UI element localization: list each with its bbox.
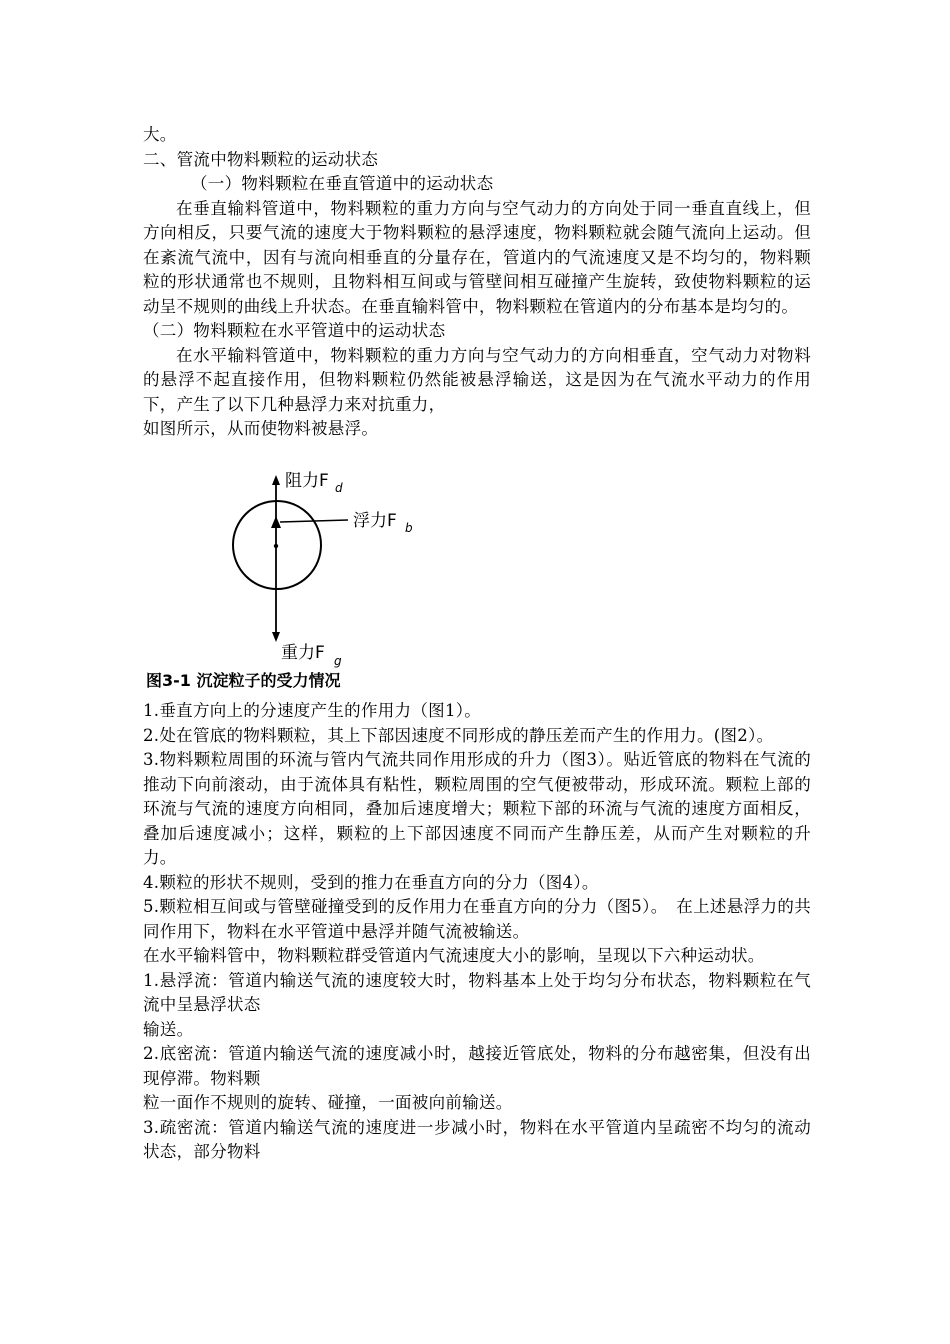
gravity-force-subscript: g xyxy=(334,654,342,668)
list-item-4: 4.颗粒的形状不规则，受到的推力在垂直方向的分力（图4）。 xyxy=(143,872,599,892)
list-item-3: 3.物料颗粒周围的环流与管内气流共同作用形成的升力（图3）。贴近管底的物料在气流的推动下向前滚动，由于流体具有粘性，颗粒周围的空气便被带动，形成环流。颗粒上部的环流与气流的速度方向相同，叠加后速度增大；颗粒下部的环流与气流的速度方面相反，叠加后速度减小；这样，颗粒的上下部因速度不同而产生静压差，从而产生对颗粒的升力。 xyxy=(143,750,811,867)
list-item-1: 1.垂直方向上的分速度产生的作用力（图1）。 xyxy=(143,701,482,720)
list-item-2: 2.处在管底的物料颗粒，其上下部因速度不同形成的静压差而产生的作用力。(图2）。 xyxy=(143,725,774,745)
paragraph-six-states: 在水平输料管中，物料颗粒群受管道内气流速度大小的影响，呈现以下六种运动状。 xyxy=(143,946,765,965)
force-diagram-figure xyxy=(143,470,443,695)
drag-force-label: 阻力F xyxy=(285,471,329,491)
section-heading: 二、管流中物料颗粒的运动状态 xyxy=(143,149,379,169)
buoyancy-force-subscript: b xyxy=(405,521,413,535)
state-3-uneven-flow: 3.疏密流：管道内输送气流的速度进一步减小时，物料在水平管道内呈疏密不均匀的流动状态，部分物料 xyxy=(143,1117,811,1161)
state-2-continuation: 粒一面作不规则的旋转、碰撞，一面被向前输送。 xyxy=(143,1093,513,1112)
top-text-block xyxy=(143,123,811,442)
drag-arrow-head xyxy=(272,475,280,485)
buoyancy-pointer-line xyxy=(280,520,348,522)
paragraph-vertical-pipe: 在垂直输料管道中，物料颗粒的重力方向与空气动力的方向处于同一垂直直线上，但方向相反，只要气流的速度大于物料颗粒的悬浮速度，物料颗粒就会随气流向上运动。但在紊流气流中，因有与流向相垂直的分量存在，管道内的气流速度又是不均匀的，物料颗粒的形状通常也不规则，且物料相互间或与管壁间相互碰撞产生旋转，致使物料颗粒的运动呈不规则的曲线上升状态。在垂直输料管中，物料颗粒在管道内的分布基本是均匀的。 xyxy=(143,198,811,316)
gravity-arrow-head xyxy=(272,632,280,642)
drag-force-subscript: d xyxy=(335,481,343,495)
paragraph-figure-reference: 如图所示，从而使物料被悬浮。 xyxy=(143,419,379,438)
state-2-bottom-dense-flow: 2.底密流：管道内输送气流的速度减小时，越接近管底处，物料的分布越密集，但没有出现停滞。物料颗 xyxy=(143,1044,811,1088)
buoyancy-arrow-head xyxy=(271,516,281,528)
paragraph-continuation: 大。 xyxy=(143,125,177,144)
gravity-force-label: 重力F xyxy=(281,643,325,663)
paragraph-horizontal-pipe: 在水平输料管道中，物料颗粒的重力方向与空气动力的方向相垂直，空气动力对物料的悬浮不起直接作用，但物料颗粒仍然能被悬浮输送，这是因为在气流水平动力的作用下，产生了以下几种悬浮力来对抗重力， xyxy=(143,345,811,414)
subsection-heading-vertical: （一）物料颗粒在垂直管道中的运动状态 xyxy=(191,174,494,193)
state-1-continuation: 输送。 xyxy=(143,1019,194,1039)
buoyancy-force-label: 浮力F xyxy=(353,511,397,531)
state-1-suspension-flow: 1.悬浮流：管道内输送气流的速度较大时，物料基本上处于均匀分布状态，物料颗粒在气流中呈悬浮状态 xyxy=(143,970,811,1014)
figure-caption: 图3-1 沉淀粒子的受力情况 xyxy=(146,671,341,690)
force-diagram xyxy=(143,470,443,695)
subsection-heading-horizontal: （二）物料颗粒在水平管道中的运动状态 xyxy=(143,321,446,340)
bottom-text-block xyxy=(143,699,811,1165)
particle-center-dot xyxy=(274,544,278,548)
list-item-5: 5.颗粒相互间或与管壁碰撞受到的反作用力在垂直方向的分力（图5）。 在上述悬浮力的共同作用下，物料在水平管道中悬浮并随气流被输送。 xyxy=(143,897,811,941)
